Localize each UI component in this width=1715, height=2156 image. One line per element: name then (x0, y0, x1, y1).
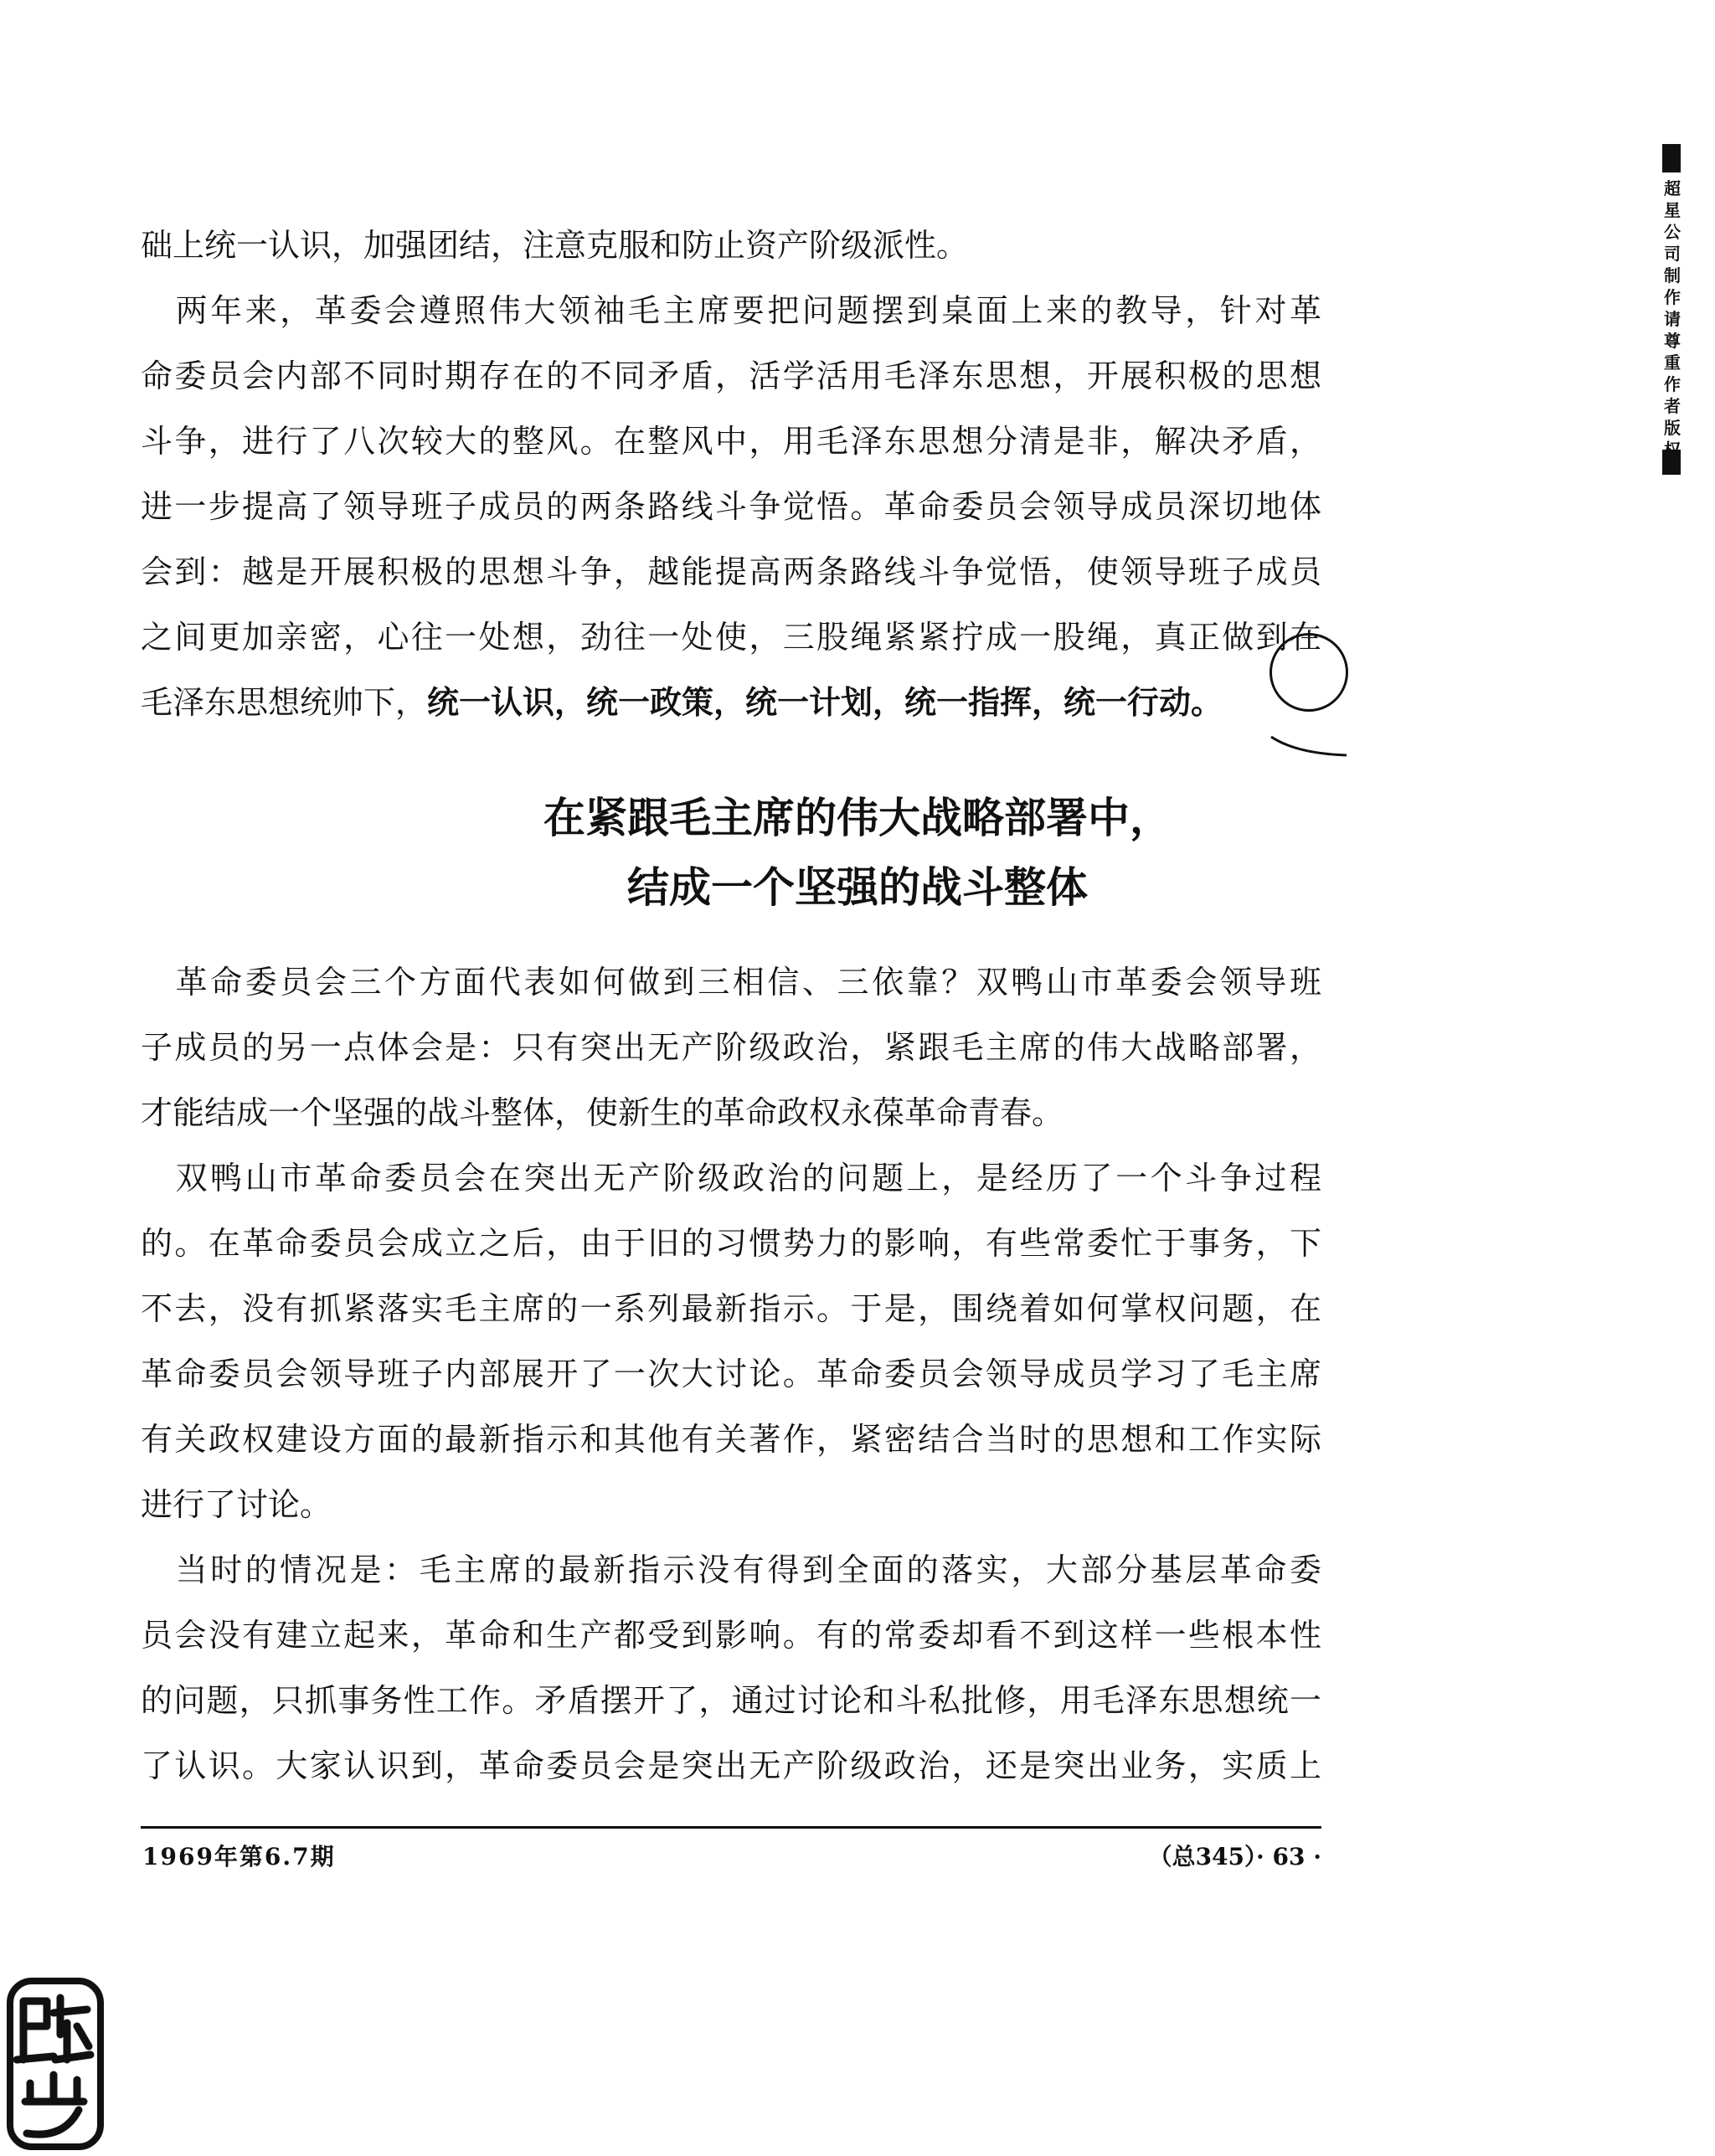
banner-top-bar (1662, 144, 1681, 172)
footer-page-number: （总345）· 63 · (1148, 1843, 1321, 1870)
text-line-8 (141, 682, 1321, 723)
section-line-9: 进行了讨论。 (141, 1486, 332, 1523)
text-line-1: 础上统一认识，加强团结，注意克服和防止资产阶级派性。 (141, 227, 969, 264)
text-line-7: 之间更加亲密，心往一处想，劲往一处使，三股绳紧紧拧成一股绳，真正做到在 (141, 619, 1321, 656)
section-line-1: 革命委员会三个方面代表如何做到三相信、三依靠？双鸭山市革委会领导班 (141, 964, 1321, 1001)
section-line-11: 员会没有建立起来，革命和生产都受到影响。有的常委却看不到这样一些根本性 (141, 1617, 1321, 1654)
section-line-12: 的问题，只抓事务性工作。矛盾摆开了，通过讨论和斗私批修，用毛泽东思想统一 (141, 1682, 1321, 1719)
section-line-7: 革命委员会领导班子内部展开了一次大讨论。革命委员会领导成员学习了毛主席 (141, 1356, 1321, 1392)
section-heading-line-1: 在紧跟毛主席的伟大战略部署中， (543, 794, 1172, 842)
side-watermark-banner (1662, 144, 1696, 475)
text-line-6: 会到：越是开展积极的思想斗争，越能提高两条路线斗争觉悟，使领导班子成员 (141, 553, 1321, 590)
section-line-4: 双鸭山市革命委员会在突出无产阶级政治的问题上，是经历了一个斗争过程 (141, 1160, 1321, 1196)
section-line-6: 不去，没有抓紧落实毛主席的一系列最新指示。于是，围绕着如何掌权问题，在 (141, 1290, 1321, 1327)
text-line-3: 命委员会内部不同时期存在的不同矛盾，活学活用毛泽东思想，开展积极的思想 (141, 358, 1321, 394)
section-line-8: 有关政权建设方面的最新指示和其他有关著作，紧密结合当时的思想和工作实际 (141, 1421, 1321, 1458)
seal-stamp-icon (5, 1976, 106, 2152)
text-line-5: 进一步提高了领导班子成员的两条路线斗争觉悟。革命委员会领导成员深切地体 (141, 488, 1321, 525)
footer-issue: 1969年第6.7期 (142, 1843, 336, 1870)
text-line-8-lead: 毛泽东思想统帅下， (141, 684, 428, 721)
section-line-10: 当时的情况是：毛主席的最新指示没有得到全面的落实，大部分基层革命委 (141, 1551, 1321, 1588)
section-line-2: 子成员的另一点体会是：只有突出无产阶级政治，紧跟毛主席的伟大战略部署， (141, 1029, 1321, 1066)
hand-drawn-curve (1263, 661, 1355, 762)
section-heading-line-2: 结成一个坚强的战斗整体 (627, 863, 1088, 912)
banner-text: 超星公司制作请尊重作者版 (1664, 178, 1681, 438)
banner-bottom-bar (1662, 450, 1681, 475)
section-line-3: 才能结成一个坚强的战斗整体，使新生的革命政权永葆革命青春。 (141, 1094, 1064, 1131)
text-line-2: 两年来，革委会遵照伟大领袖毛主席要把问题摆到桌面上来的教导，针对革 (141, 292, 1321, 329)
text-line-4: 斗争，进行了八次较大的整风。在整风中，用毛泽东思想分清是非，解决矛盾， (141, 423, 1321, 460)
text-line-8-bold: 统一认识，统一政策，统一计划，统一指挥，统一行动。 (427, 683, 1223, 721)
section-line-13: 了认识。大家认识到，革命委员会是突出无产阶级政治，还是突出业务，实质上 (141, 1747, 1321, 1784)
section-line-5: 的。在革命委员会成立之后，由于旧的习惯势力的影响，有些常委忙于事务，下 (141, 1225, 1321, 1262)
footer-rule (141, 1826, 1321, 1829)
